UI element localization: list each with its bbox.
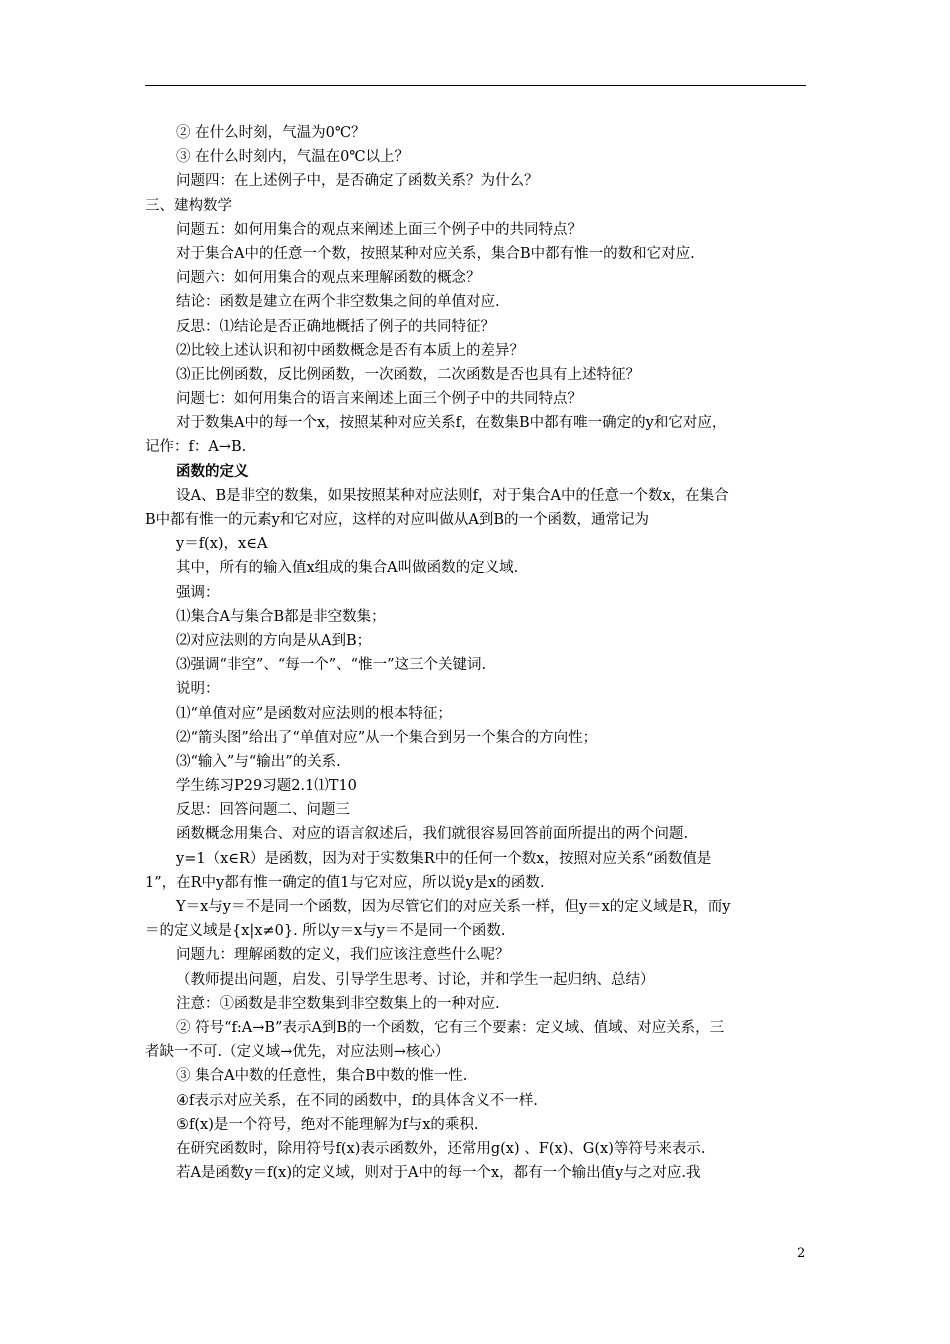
text-line: 若A是函数y＝f(x)的定义域，则对于A中的每一个x，都有一个输出值y与之对应.我 [176, 1165, 701, 1182]
header-rule [145, 85, 806, 86]
text-line: B中都有惟一的元素y和它对应，这样的对应叫做从A到B的一个函数，通常记为 [145, 512, 649, 528]
text-line: 问题五：如何用集合的观点来阐述上面三个例子中的共同特点？ [176, 221, 582, 238]
text-line: Y＝x与y＝不是同一个函数，因为尽管它们的对应关系一样，但y＝x的定义域是R，而y [176, 899, 731, 915]
text-line: 记作：f：A→B. [145, 439, 247, 456]
text-line: ⑤f(x)是一个符号，绝对不能理解为f与x的乘积. [176, 1116, 479, 1133]
text-line: （教师提出问题，启发、引导学生思考、讨论，并和学生一起归纳、总结） [176, 971, 655, 988]
text-line: y=1（x∈R）是函数，因为对于实数集R中的任何一个数x，按照对应关系“函数值是 [176, 850, 712, 867]
text-line: 说明： [176, 681, 220, 698]
text-line: 反思：回答问题二、问题三 [176, 802, 350, 819]
text-line: ＝的定义域是{x|x≠0}. 所以y＝x与y＝不是同一个函数. [145, 923, 506, 940]
text-line: 强调： [176, 584, 220, 601]
text-line: 学生练习P29习题2.1⑴T10 [176, 778, 357, 795]
text-line: 其中，所有的输入值x组成的集合A叫做函数的定义域. [176, 560, 519, 577]
text-line: ⑵对应法则的方向是从A到B； [176, 632, 372, 649]
section-heading: 函数的定义 [176, 462, 249, 480]
text-line: 问题六：如何用集合的观点来理解函数的概念？ [176, 270, 481, 287]
text-line: ⑶正比例函数，反比例函数，一次函数，二次函数是否也具有上述特征？ [176, 366, 640, 383]
text-line: ④f表示对应关系，在不同的函数中，f的具体含义不一样. [176, 1092, 538, 1109]
text-line: 问题九：理解函数的定义，我们应该注意些什么呢？ [176, 947, 510, 964]
text-line: ⑴集合A与集合B都是非空数集； [176, 608, 386, 625]
text-line: 结论：函数是建立在两个非空数集之间的单值对应. [176, 294, 500, 311]
text-line: 问题四：在上述例子中，是否确定了函数关系？为什么？ [176, 173, 539, 190]
text-line: 对于数集A中的每一个x，按照某种对应关系f，在数集B中都有唯一确定的y和它对应， [176, 415, 727, 432]
text-line: ② 符号“f:A→B”表示A到B的一个函数，它有三个要素：定义域、值域、对应关系，三 [176, 1019, 725, 1036]
text-line: ③ 在什么时刻内，气温在0℃以上？ [176, 149, 410, 166]
page-number: 2 [797, 1246, 806, 1261]
text-line: ② 在什么时刻，气温为0℃？ [176, 125, 366, 141]
text-line: 三、建构数学 [145, 197, 232, 214]
text-line: 在研究函数时，除用符号f(x)表示函数外，还常用g(x) 、F(x)、G(x)等符号来表示. [176, 1140, 706, 1157]
text-line: 问题七：如何用集合的语言来阐述上面三个例子中的共同特点？ [176, 391, 582, 408]
text-line: y＝f(x)，x∈A [176, 536, 268, 553]
text-line: ⑶强调“非空”、“每一个”、“惟一”这三个关键词. [176, 657, 487, 674]
document-body [145, 121, 810, 1185]
text-line: ⑵比较上述认识和初中函数概念是否有本质上的差异？ [176, 342, 524, 359]
text-line: 设A、B是非空的数集，如果按照某种对应法则f，对于集合A中的任意一个数x，在集合 [176, 487, 729, 504]
text-line: 对于集合A中的任意一个数，按照某种对应关系，集合B中都有惟一的数和它对应. [176, 245, 695, 262]
text-line: ⑵“箭头图”给出了“单值对应”从一个集合到另一个集合的方向性； [176, 729, 598, 746]
text-line: 者缺一不可.（定义域→优先，对应法则→核心） [145, 1044, 450, 1061]
text-line: 注意：①函数是非空数集到非空数集上的一种对应. [176, 995, 500, 1012]
text-line: 函数概念用集合、对应的语言叙述后，我们就很容易回答前面所提出的两个问题. [176, 826, 689, 843]
text-line: 1”，在R中y都有惟一确定的值1与它对应，所以说y是x的函数. [145, 874, 545, 891]
text-line: 反思：⑴结论是否正确地概括了例子的共同特征？ [176, 318, 495, 335]
text-line: ⑴“单值对应”是函数对应法则的根本特征； [176, 705, 452, 722]
text-line: ⑶“输入”与“输出”的关系. [176, 753, 341, 770]
text-line: ③ 集合A中数的任意性，集合B中数的惟一性. [176, 1068, 468, 1085]
